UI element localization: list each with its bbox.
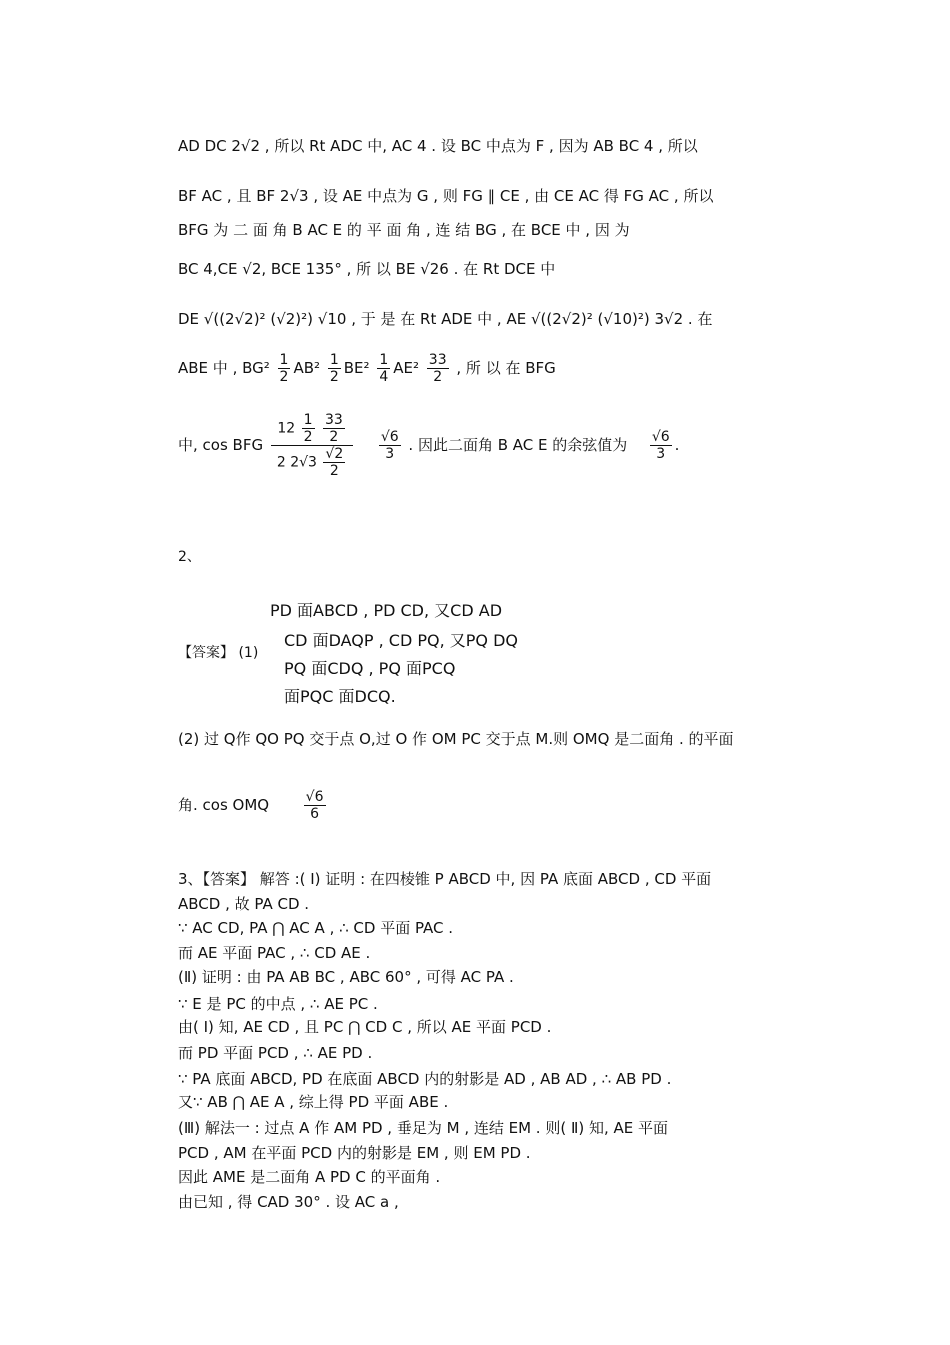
frac-sqrt6-3-b: $\frac{√6}{3}$: [651, 429, 670, 462]
s1-line-7b: . 因此二面角 B AC E 的余弦值为: [408, 436, 628, 454]
q2-part2-line-1: (2) 过 Q作 QO PQ 交于点 O,过 O 作 OM PC 交于点 M.则 OMQ 是二面角 . 的平面: [178, 730, 734, 748]
q2-part2-line-2: [178, 778, 808, 832]
s1-line-6b: AB²: [293, 359, 321, 377]
s1-line-5: DE √((2√2)² (√2)²) √10 , 于 是 在 Rt ADE 中 , AE √((2√2)² (√10)²) 3√2 . 在: [178, 310, 713, 328]
q2-answer-tag: 【答案】 (1): [178, 645, 259, 661]
q3-line-2: ABCD , 故 PA CD .: [178, 895, 310, 913]
q3-line-8: 而 PD 平面 PCD , ∴ AE PD .: [178, 1044, 373, 1062]
q3-line-11: (Ⅲ) 解法一 : 过点 A 作 AM PD , 垂足为 M , 连结 EM . 则( Ⅱ) 知, AE 平面: [178, 1119, 669, 1137]
q3-line-13: 因此 AME 是二面角 A PD C 的平面角 .: [178, 1168, 441, 1186]
q3-line-1: 3、【答案】 解答 :( Ⅰ) 证明 : 在四棱锥 P ABCD 中, 因 PA 底面 ABCD , CD 平面: [178, 870, 712, 888]
q3-line-14: 由已知 , 得 CAD 30° . 设 AC a ,: [178, 1193, 399, 1211]
q3-line-3: ∵ AC CD, PA ⋂ AC A , ∴ CD 平面 PAC .: [178, 919, 454, 937]
s1-line-6a: ABE 中 , BG²: [178, 359, 270, 377]
s1-line-6c: BE²: [343, 359, 370, 377]
q2-number: 2、: [178, 549, 201, 565]
cos-bfg-fraction: 12 $\frac{1}{2}$ $\frac{33}{2}$ 2 2√3 $\frac{√2}{2}$: [271, 412, 353, 479]
frac-33-2: $\frac{33}{2}$: [428, 352, 447, 385]
s1-line-6e: , 所 以 在 BFG: [456, 359, 556, 377]
q2-answer-line-2: CD 面DAQP , CD PQ, 又PQ DQ: [284, 631, 519, 650]
s1-line-6d: AE²: [393, 359, 419, 377]
s1-line-2: BF AC , 且 BF 2√3 , 设 AE 中点为 G , 则 FG ∥ CE , 由 CE AC 得 FG AC , 所以: [178, 187, 714, 205]
frac-half-1: $\frac{1}{2}$: [279, 352, 289, 385]
q3-line-10: 又∵ AB ⋂ AE A , 综上得 PD 平面 ABE .: [178, 1093, 449, 1111]
q3-line-7: 由( Ⅰ) 知, AE CD , 且 PC ⋂ CD C , 所以 AE 平面 PCD .: [178, 1018, 552, 1036]
s1-line-7: 中, cos BFG 12 $\frac{1}{2}$ $\frac{33}{2}$ 2 2√3 $\frac{√2}{2}$ $\frac{√6}{3}$ . 因此二面角 B AC E 的余弦值为 $\frac{√6}{3}$ .: [178, 412, 680, 479]
s1-line-4: BC 4,CE √2, BCE 135° , 所 以 BE √26 . 在 Rt DCE 中: [178, 260, 556, 278]
q3-line-9: ∵ PA 底面 ABCD, PD 在底面 ABCD 内的射影是 AD , AB AD , ∴ AB PD .: [178, 1070, 672, 1088]
q3-line-12: PCD , AM 在平面 PCD 内的射影是 EM , 则 EM PD .: [178, 1144, 531, 1162]
frac-half-2: $\frac{1}{2}$: [329, 352, 339, 385]
q2-answer-line-3: PQ 面CDQ , PQ 面PCQ: [284, 659, 456, 678]
s1-line-7a: 中, cos BFG: [178, 436, 264, 454]
q2-part2-cos-label: 角. cos OMQ: [178, 796, 270, 814]
frac-sqrt6-3-a: $\frac{√6}{3}$: [380, 429, 399, 462]
s1-line-1: AD DC 2√2 , 所以 Rt ADC 中, AC 4 . 设 BC 中点为 F , 因为 AB BC 4 , 所以: [178, 137, 698, 155]
q3-line-5: (Ⅱ) 证明 : 由 PA AB BC , ABC 60° , 可得 AC PA .: [178, 968, 514, 986]
frac-sqrt6-6: $\frac{√6}{6}$: [305, 789, 324, 822]
s1-line-6: [178, 346, 808, 390]
q2-answer-line-4: 面PQC 面DCQ.: [284, 687, 396, 706]
frac-quarter: $\frac{1}{4}$: [379, 352, 389, 385]
q3-line-6: ∵ E 是 PC 的中点 , ∴ AE PC .: [178, 995, 378, 1013]
s1-line-3: BFG 为 二 面 角 B AC E 的 平 面 角 , 连 结 BG , 在 BCE 中 , 因 为: [178, 221, 630, 239]
q2-answer-line-1: PD 面ABCD , PD CD, 又CD AD: [270, 601, 503, 620]
q3-line-4: 而 AE 平面 PAC , ∴ CD AE .: [178, 944, 371, 962]
